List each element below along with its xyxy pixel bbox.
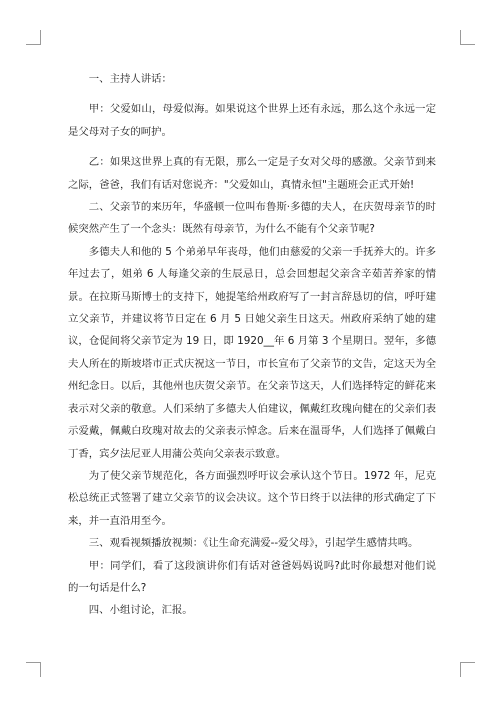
document-body (68, 68, 436, 622)
crop-mark-top-left (26, 30, 41, 45)
paragraph-fathers-day-origin: 二、父亲节的来历年，华盛顿一位叫布鲁斯·多德的夫人，在庆贺母亲节的时候突然产生了一个念头：既然有母亲节，为什么不能有个父亲节呢? (68, 201, 436, 236)
crop-mark-bottom-left (26, 662, 41, 677)
paragraph-host-b-opening: 乙：如果这世界上真的有无限，那么一定是子女对父母的感激。父亲节到来之际，爸爸，我们有话对您说齐："父爱如山，真情永恒"主题班会正式开始! (68, 156, 436, 191)
paragraph-host-a-question: 甲：同学们，看了这段演讲你们有话对爸爸妈妈说吗?此时你最想对他们说的一句话是什么? (68, 559, 436, 594)
paragraph-legislation: 为了使父亲节规范化，各方面强烈呼吁议会承认这个节日。1972 年，尼克松总统正式签署了建立父亲节的议会决议。这个节日终于以法律的形式确定了下来，并一直沿用至今。 (68, 469, 436, 527)
paragraph-dodd-story: 多德夫人和他的 5 个弟弟早年丧母，他们由慈爱的父亲一手抚养大的。许多年过去了，姐弟 6 人每逢父亲的生辰忌日，总会回想起父亲含辛茹苦养家的情景。在拉斯马斯博士的支持下，她提笔给州政府写了一封言辞恳切的信，呼吁建立父亲节，并建议将节日定在 6 月 5 日她父亲生日这天。州政府采纳了她的建议，仓促间将父亲节定为 19 日，即 1920__年 6 月第 3 个星期日。翌年，多德夫人所在的斯坡塔市正式庆祝这一节日，市长宣布了父亲节的文告，定这天为全州纪念日。以后，其他州也庆贺父亲节。在父亲节这天，人们选择特定的鲜花来表示对父亲的敬意。人们采纳了多德夫人伯建议，佩戴红玫瑰向健在的父亲们表示爱戴，佩戴白玫瑰对故去的父亲表示悼念。后来在温哥华，人们选择了佩戴白丁香，宾夕法尼亚人用蒲公英向父亲表示致意。 (68, 245, 436, 460)
section-heading-host-speech: 一、主持人讲话： (88, 73, 172, 85)
crop-mark-bottom-right (460, 662, 475, 677)
crop-mark-top-right (460, 30, 475, 45)
section-heading-group-discussion: 四、小组讨论，汇报。 (88, 604, 193, 617)
section-heading-video: 三、观看视频播放视频：《让生命充满爱--爱父母》，引起学生感情共鸣。 (88, 537, 419, 550)
paragraph-host-a-opening: 甲：父爱如山，母爱似海。如果说这个世界上还有永远，那么这个永远一定是父母对子女的呵护。 (68, 103, 436, 138)
